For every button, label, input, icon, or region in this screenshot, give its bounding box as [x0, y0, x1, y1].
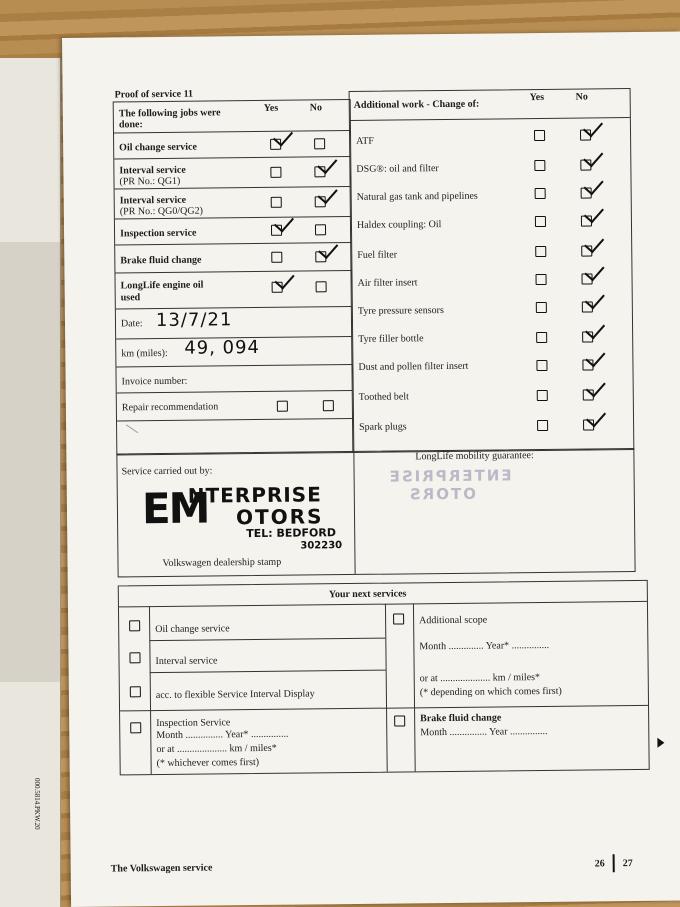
- jobs-yes-header: Yes: [263, 102, 279, 114]
- checkbox-oil-change[interactable]: [129, 620, 140, 631]
- checkbox-yes[interactable]: [535, 188, 546, 199]
- stamp-line1: NTERPRISE: [187, 482, 322, 508]
- guarantee-label: LongLife mobility guarantee:: [415, 450, 534, 463]
- checkbox-yes[interactable]: [534, 160, 545, 171]
- service-booklet-page: [62, 32, 680, 907]
- km-value[interactable]: 49, 094: [184, 336, 261, 359]
- checkbox-yes[interactable]: [270, 167, 281, 178]
- job-label: Interval service: [119, 194, 187, 207]
- checkbox-yes[interactable]: [536, 332, 547, 343]
- additional-work-table: [349, 88, 635, 453]
- inspection-label: Inspection Service: [156, 717, 231, 730]
- next-flexible: acc. to flexible Service Interval Display: [155, 688, 315, 702]
- work-label: Spark plugs: [359, 421, 407, 433]
- work-label: Tyre filler bottle: [358, 333, 424, 345]
- checkbox-no[interactable]: [315, 224, 326, 235]
- job-sublabel: used: [120, 292, 141, 304]
- spine-code: 000.5814.PKW.20: [33, 778, 41, 830]
- date-label: Date:: [120, 318, 143, 330]
- checkbox-flexible[interactable]: [130, 686, 141, 697]
- checkbox-yes[interactable]: [271, 197, 282, 208]
- job-label: LongLife engine oil: [120, 279, 204, 292]
- work-label: DSG®: oil and filter: [356, 163, 439, 175]
- job-label: Oil change service: [119, 141, 197, 154]
- checkbox-interval[interactable]: [129, 652, 140, 663]
- job-sublabel: (PR No.: QG1): [119, 175, 181, 188]
- stamp-phone: 302230: [300, 540, 343, 552]
- job-label: Brake fluid change: [120, 254, 202, 267]
- work-label: ATF: [356, 135, 374, 147]
- additional-no-header: No: [575, 91, 588, 103]
- checkbox-yes[interactable]: [537, 390, 548, 401]
- stamp-logo: EM: [141, 483, 209, 534]
- job-label: Inspection service: [119, 227, 197, 240]
- checkbox-yes[interactable]: [536, 302, 547, 313]
- next-interval: Interval service: [155, 655, 218, 668]
- inspection-km: or at .................... km / miles*: [156, 742, 277, 756]
- additional-header: Additional work - Change of:: [353, 98, 480, 111]
- diagonal-mark: [126, 424, 138, 433]
- work-label: Natural gas tank and pipelines: [356, 190, 478, 203]
- jobs-no-header: No: [309, 102, 323, 114]
- brake-month: Month ............... Year ...............: [420, 725, 548, 739]
- work-label: Toothed belt: [358, 391, 409, 403]
- work-label: Haldex coupling: Oil: [356, 219, 442, 231]
- next-oil-change: Oil change service: [155, 623, 230, 636]
- work-label: Tyre pressure sensors: [357, 305, 444, 317]
- stamp-tel: TEL: BEDFORD: [246, 526, 337, 541]
- checkbox-additional[interactable]: [393, 613, 404, 624]
- additional-month: Month .............. Year* ...............: [419, 639, 550, 653]
- checkbox-yes[interactable]: [536, 360, 547, 371]
- brake-label: Brake fluid change: [420, 712, 502, 725]
- stamp-caption: Volkswagen dealership stamp: [162, 556, 282, 569]
- checkbox-no[interactable]: [316, 281, 327, 292]
- repair-label: Repair recommendation: [121, 401, 219, 414]
- checkbox-brake[interactable]: [394, 715, 405, 726]
- checkbox-yes[interactable]: [271, 252, 282, 263]
- job-label: Interval service: [119, 164, 186, 177]
- checkbox-yes[interactable]: [535, 216, 546, 227]
- jobs-header: The following jobs were done:: [118, 107, 221, 131]
- service-by-label: Service carried out by:: [121, 465, 213, 478]
- stamp-line2: OTORS: [235, 504, 324, 530]
- next-services-table: [118, 580, 650, 776]
- jobs-table: [113, 99, 355, 455]
- page-number-right: 27: [622, 858, 633, 870]
- additional-km: or at .................... km / miles*: [419, 672, 541, 685]
- checkbox-yes[interactable]: [535, 274, 546, 285]
- additional-yes-header: Yes: [529, 91, 545, 104]
- checkbox-yes[interactable]: [534, 130, 545, 141]
- inspection-month: Month ............... Year* ...............: [156, 728, 289, 742]
- next-page-arrow-icon: [657, 738, 664, 748]
- work-label: Fuel filter: [357, 249, 398, 261]
- left-page: [0, 58, 61, 907]
- checkbox-yes[interactable]: [537, 420, 548, 431]
- ghost-stamp-text: OTORS: [407, 484, 476, 504]
- checkbox-inspection[interactable]: [130, 722, 141, 733]
- date-value[interactable]: 13/7/21: [155, 309, 233, 332]
- work-label: Dust and pollen filter insert: [358, 360, 469, 373]
- page-number-left: 26: [594, 858, 605, 870]
- work-label: Air filter insert: [357, 277, 418, 289]
- dealer-stamp-area: [116, 448, 635, 577]
- checkbox-repair-yes[interactable]: [277, 401, 288, 412]
- left-page-shadow: [0, 242, 60, 682]
- additional-label: Additional scope: [419, 614, 488, 627]
- additional-note: (* depending on which comes first): [419, 685, 562, 699]
- checkbox-repair-no[interactable]: [323, 400, 334, 411]
- footer-label: The Volkswagen service: [110, 862, 213, 875]
- checkbox-no[interactable]: [314, 138, 325, 149]
- next-services-title: Your next services: [328, 588, 407, 601]
- invoice-label: Invoice number:: [121, 375, 188, 388]
- inspection-note: (* whichever comes first): [156, 756, 260, 770]
- km-label: km (miles):: [121, 347, 168, 360]
- checkbox-yes[interactable]: [535, 246, 546, 257]
- page-title: Proof of service 11: [114, 88, 194, 101]
- page-divider: [613, 854, 615, 872]
- job-sublabel: (PR No.: QG0/QG2): [119, 205, 203, 218]
- ghost-stamp-text: ENTERPRISE: [387, 466, 512, 486]
